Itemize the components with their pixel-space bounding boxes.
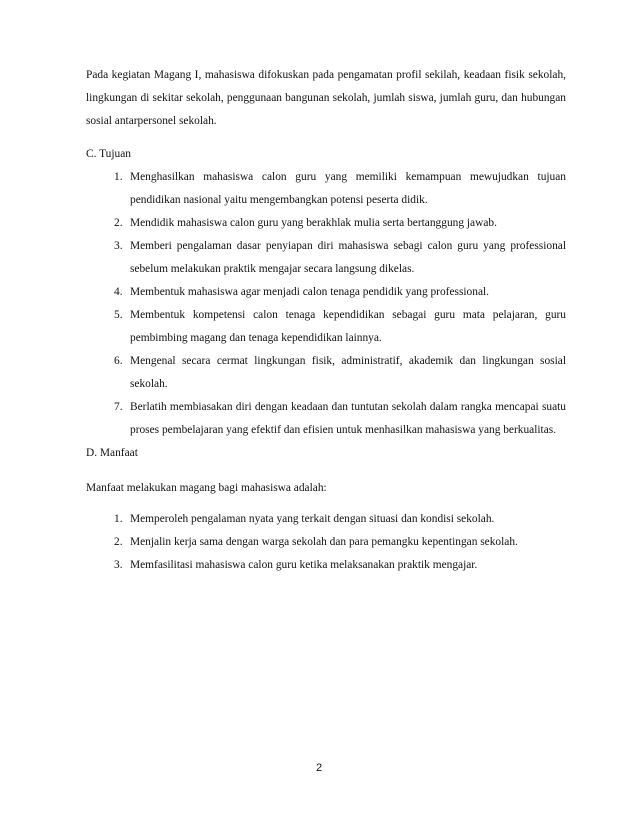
list-number: 1. bbox=[114, 513, 123, 525]
list-item bbox=[86, 531, 566, 554]
list-text: Mendidik mahasiswa calon guru yang berakhlak mulia serta bertanggung jawab. bbox=[130, 217, 497, 229]
list-item bbox=[86, 396, 566, 442]
list-item bbox=[86, 235, 566, 281]
list-number: 2. bbox=[114, 536, 123, 548]
list-number: 1. bbox=[114, 171, 123, 183]
list-text: Membentuk mahasiswa agar menjadi calon tenaga pendidik yang professional. bbox=[130, 286, 490, 298]
list-number: 6. bbox=[114, 355, 123, 367]
list-text: Menjalin kerja sama dengan warga sekolah dan para pemangku kepentingan sekolah. bbox=[130, 536, 518, 548]
list-item bbox=[86, 508, 566, 531]
list-text: Menghasilkan mahasiswa calon guru yang memiliki kemampuan mewujudkan tujuan pendidikan nasional yaitu mengembangkan potensi peserta didik. bbox=[130, 171, 566, 206]
list-text: Memberi pengalaman dasar penyiapan diri mahasiswa sebagi calon guru yang professional sebelum melakukan praktik mengajar secara langsung dikelas. bbox=[130, 240, 566, 275]
list-number: 5. bbox=[114, 309, 123, 321]
tujuan-list bbox=[86, 166, 566, 442]
list-text: Mengenal secara cermat lingkungan fisik, administratif, akademik dan lingkungan sosial sekolah. bbox=[130, 355, 566, 390]
list-text: Membentuk kompetensi calon tenaga kependidikan sebagai guru mata pelajaran, guru pembimbing magang dan tenaga kependidikan lainnya. bbox=[130, 309, 566, 344]
list-number: 4. bbox=[114, 286, 123, 298]
list-item bbox=[86, 304, 566, 350]
manfaat-list bbox=[86, 508, 566, 577]
list-item bbox=[86, 281, 566, 304]
list-number: 3. bbox=[114, 559, 123, 571]
list-text: Memperoleh pengalaman nyata yang terkait dengan situasi dan kondisi sekolah. bbox=[130, 513, 495, 525]
list-item bbox=[86, 166, 566, 212]
intro-paragraph: Pada kegiatan Magang I, mahasiswa difokuskan pada pengamatan profil sekilah, keadaan fisik sekolah, lingkungan di sekitar sekolah, penggunaan bangunan sekolah, jumlah siswa, jumlah guru, dan hubungan sosial antarpersonel sekolah. bbox=[86, 69, 566, 127]
list-text: Berlatih membiasakan diri dengan keadaan dan tuntutan sekolah dalam rangka mencapai suatu proses pembelajaran yang efektif dan efisien untuk menhasilkan mahasiswa yang berkualitas. bbox=[130, 401, 566, 436]
section-c-heading: C. Tujuan bbox=[86, 148, 131, 160]
list-number: 3. bbox=[114, 240, 123, 252]
list-item bbox=[86, 350, 566, 396]
manfaat-intro: Manfaat melakukan magang bagi mahasiswa adalah: bbox=[86, 482, 327, 494]
page-number: 2 bbox=[315, 762, 323, 774]
list-number: 2. bbox=[114, 217, 123, 229]
section-d-heading: D. Manfaat bbox=[86, 447, 138, 459]
list-item bbox=[86, 212, 566, 235]
list-number: 7. bbox=[114, 401, 123, 413]
list-item bbox=[86, 554, 566, 577]
list-text: Memfasilitasi mahasiswa calon guru ketika melaksanakan praktik mengajar. bbox=[130, 559, 478, 571]
page-content bbox=[86, 64, 566, 577]
